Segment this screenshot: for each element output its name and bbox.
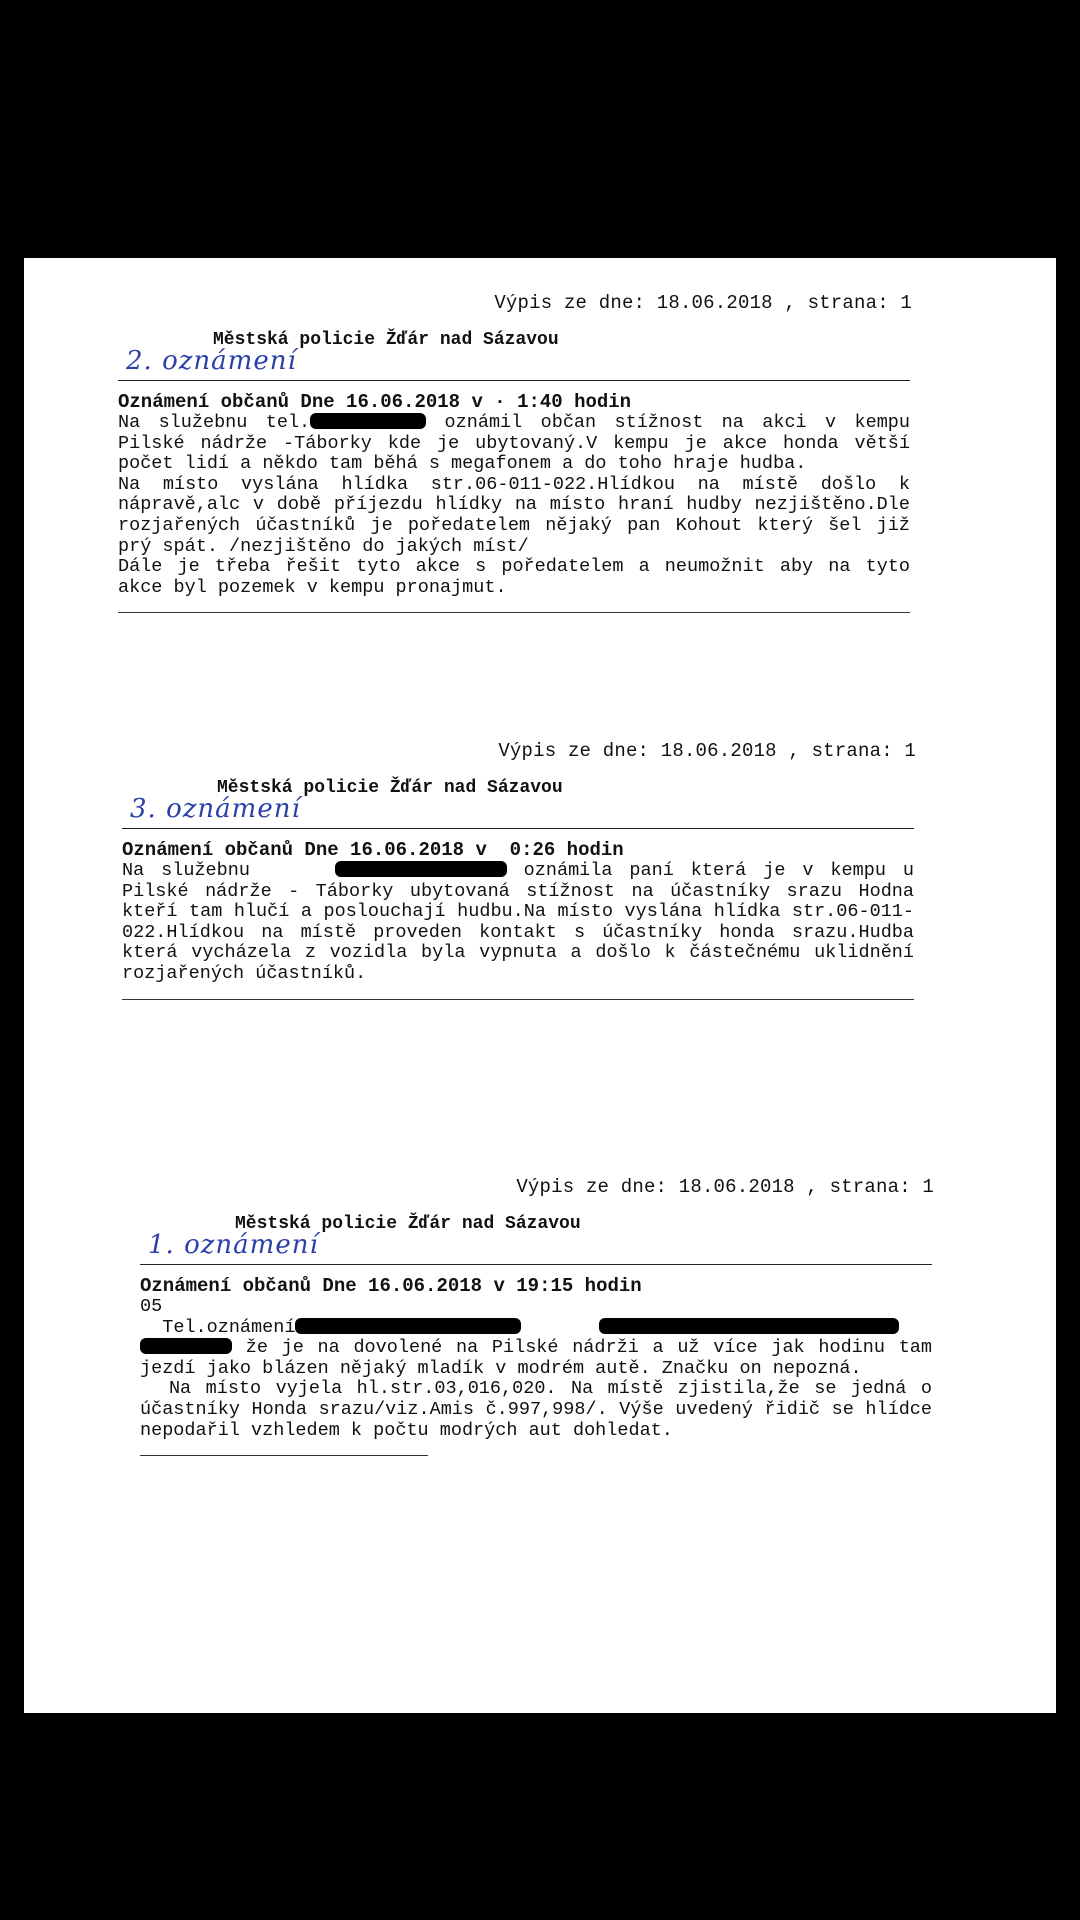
redaction-bar	[310, 413, 426, 429]
organization-name: Městská policie Žďár nad Sázavou	[213, 330, 559, 350]
record-header: Výpis ze dne: 18.06.2018 , strana: 1	[516, 1176, 934, 1198]
record-header: Výpis ze dne: 18.06.2018 , strana: 1	[494, 292, 912, 314]
divider	[122, 828, 914, 829]
handwritten-note-text: 2. oznámení	[126, 346, 297, 376]
redaction-bar	[599, 1318, 899, 1334]
record-title: Oznámení občanů Dne 16.06.2018 v · 1:40 hodin	[118, 391, 632, 413]
handwritten-note	[118, 346, 910, 380]
body-text: že je na dovolené na Pilské nádrži a už více jak hodinu tam jezdí jako blázen nějaký mladík v modrém autě. Značku on nepozná.	[140, 1337, 944, 1379]
body-text: Na místo vyjela hl.str.03,016,020. Na místě zjistila,že se jedná o účastníky Honda srazu/viz.Amis č.997,998/. Výše uvedený řidič se hlídce nepodařil vzhledem k počtu modrých aut dohledat.	[140, 1378, 944, 1441]
record-title: Oznámení občanů Dne 16.06.2018 v 19:15 hodin	[140, 1275, 642, 1297]
police-record-1	[118, 292, 922, 613]
body-text: 05	[140, 1296, 163, 1317]
redaction-bar	[140, 1338, 232, 1354]
record-body	[140, 1296, 944, 1441]
body-text: Na služebnu	[122, 860, 250, 881]
handwritten-note	[122, 794, 914, 828]
record-title: Oznámení občanů Dne 16.06.2018 v 0:26 hodin	[122, 839, 624, 861]
redaction-bar	[335, 861, 507, 877]
body-text: Dále je třeba řešit tyto akce s poředatelem a neumožnit aby na tyto akce byl pozemek v kempu pronajmut.	[118, 556, 922, 598]
body-text: oznámila paní která je v kempu u Pilské nádrže - Táborky ubytovaná stížnost na účastníky srazu Hodna kteří tam hlučí a poslouchají hudbu.Na místo vyslána hlídka str.06-011-022.Hlídkou na místě proveden kontakt s účastníky honda srazu.Hudba která vycházela z vozidla byla vypnuta a došlo k částečnému uklidnění rozjařených účastníků.	[122, 860, 926, 984]
body-text: oznámil občan stížnost na akci v kempu Pilské nádrže -Táborky kde je ubytovaný.V kempu je akce honda větší počet lidí a někdo tam běhá s megafonem a do toho hraje hudba.	[118, 412, 922, 475]
organization-name: Městská policie Žďár nad Sázavou	[235, 1214, 581, 1234]
police-record-3	[140, 1176, 944, 1456]
redaction-bar	[295, 1318, 521, 1334]
divider	[140, 1264, 932, 1265]
divider	[118, 612, 910, 613]
handwritten-note	[140, 1230, 932, 1264]
body-text: Tel.oznámení	[162, 1316, 296, 1338]
handwritten-note-text: 1. oznámení	[148, 1230, 319, 1260]
body-text: Na služebnu tel.	[118, 412, 311, 433]
handwritten-note-text: 3. oznámení	[130, 794, 301, 824]
police-record-2	[122, 740, 926, 1000]
divider	[140, 1455, 428, 1456]
record-header: Výpis ze dne: 18.06.2018 , strana: 1	[498, 740, 916, 762]
divider	[122, 999, 914, 1000]
body-text: Na místo vyslána hlídka str.06-011-022.Hlídkou na místě došlo k nápravě,alc v době příjezdu hlídky na místo hraní hudby nezjištěno.Dle rozjařených účastníků je poředatelem nějaký pan Kohout který šel již prý spát. /nezjištěno do jakých míst/	[118, 473, 922, 557]
divider	[118, 380, 910, 381]
organization-name: Městská policie Žďár nad Sázavou	[217, 778, 563, 798]
record-body	[122, 860, 926, 985]
record-body	[118, 412, 922, 598]
